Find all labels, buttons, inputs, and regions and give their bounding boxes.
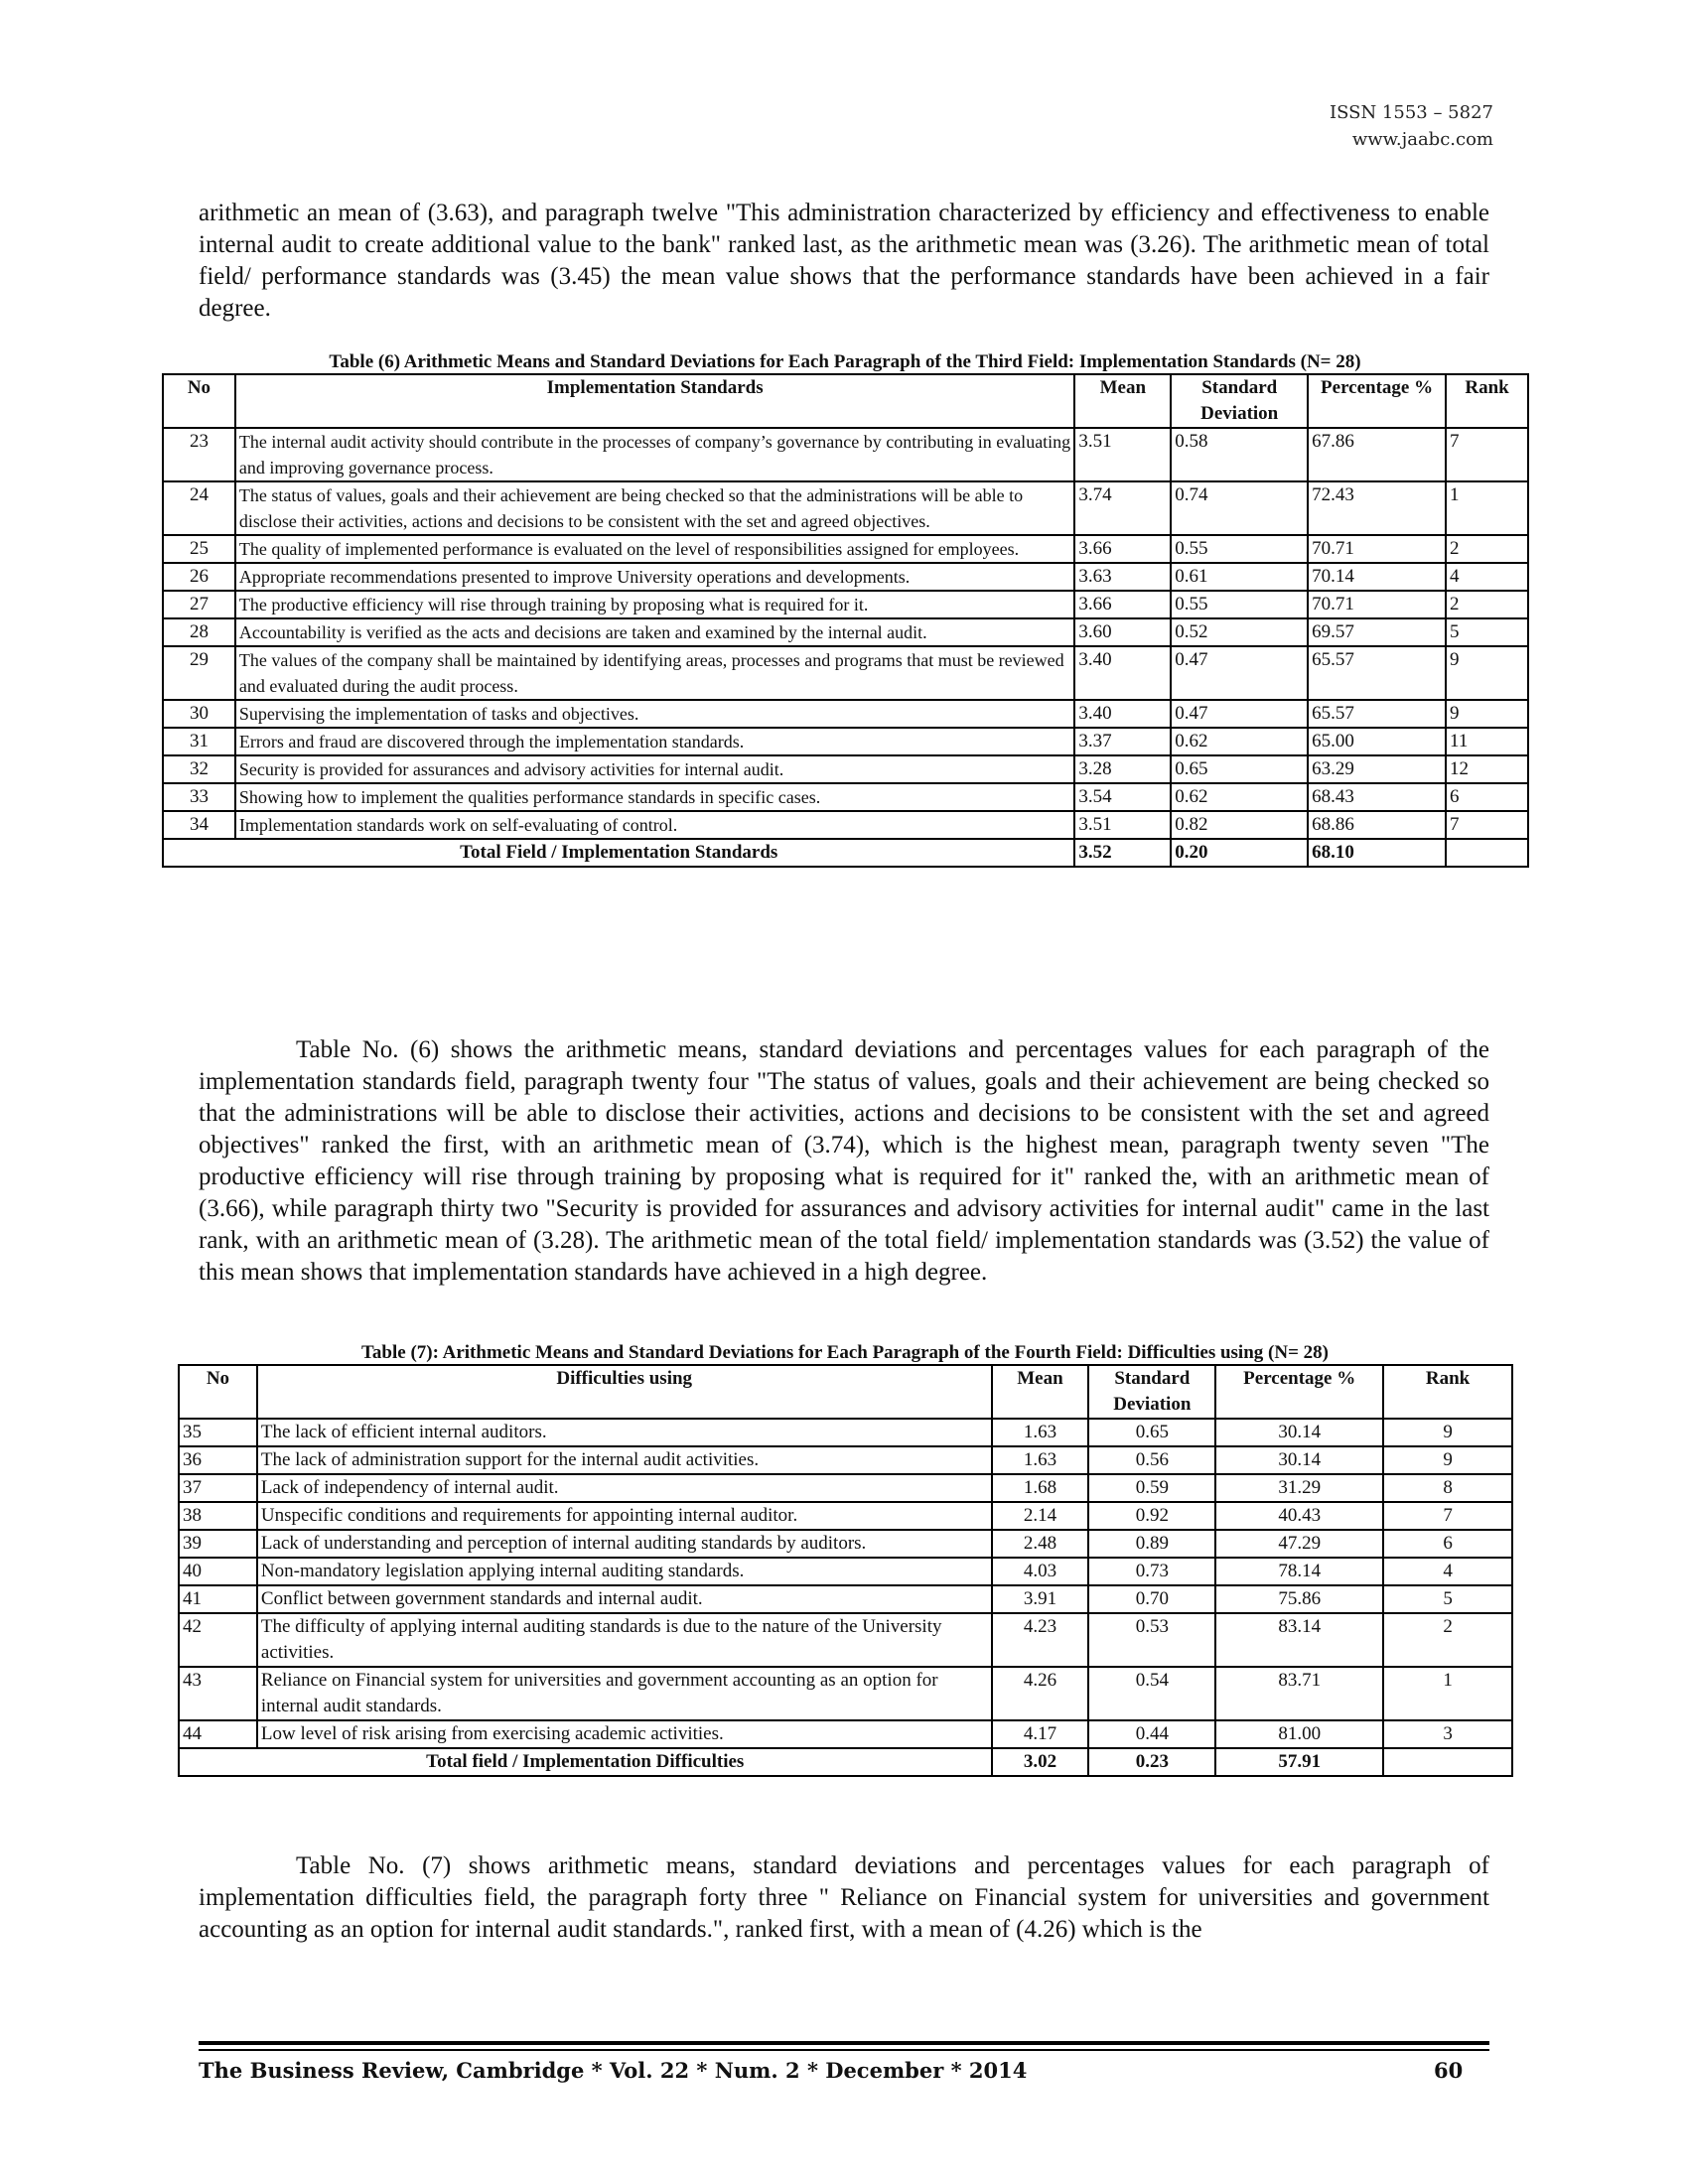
table6-cell-mean: 3.37	[1074, 728, 1171, 755]
table6-cell-text: The quality of implemented performance is evaluated on the level of responsibilities assigned for employees.	[235, 535, 1074, 563]
table6-cell-mean: 3.40	[1074, 646, 1171, 700]
table6-total-row	[163, 839, 1528, 867]
table6-cell-pct: 65.00	[1308, 728, 1446, 755]
table7-cell-rank: 9	[1383, 1446, 1512, 1474]
table6-cell-rank: 11	[1446, 728, 1528, 755]
table7-header-item: Difficulties using	[257, 1365, 992, 1419]
table7-cell-rank: 1	[1383, 1667, 1512, 1720]
table6-cell-no: 24	[163, 481, 235, 535]
table6-cell-no: 34	[163, 811, 235, 839]
table6-cell-no: 26	[163, 563, 235, 591]
table6	[162, 373, 1529, 868]
table6-cell-text: Errors and fraud are discovered through the implementation standards.	[235, 728, 1074, 755]
table6-header-pct: Percentage %	[1308, 374, 1446, 428]
table7-cell-pct: 30.14	[1215, 1446, 1383, 1474]
footer-rule-thin	[199, 2049, 1489, 2051]
table6-row	[163, 428, 1528, 481]
table6-header-item: Implementation Standards	[235, 374, 1074, 428]
table6-cell-text: Security is provided for assurances and advisory activities for internal audit.	[235, 755, 1074, 783]
table7-header-pct: Percentage %	[1215, 1365, 1383, 1419]
table7-cell-mean: 1.63	[992, 1419, 1089, 1446]
table7-header-row	[179, 1365, 1512, 1419]
table6-header-no: No	[163, 374, 235, 428]
table7-cell-no: 36	[179, 1446, 257, 1474]
table6-cell-sd: 0.82	[1171, 811, 1308, 839]
table7-header-mean: Mean	[992, 1365, 1089, 1419]
table6-cell-sd: 0.47	[1171, 700, 1308, 728]
table6-cell-text: The productive efficiency will rise through training by proposing what is required for it.	[235, 591, 1074, 618]
table6-cell-pct: 68.86	[1308, 811, 1446, 839]
table7-cell-mean: 4.26	[992, 1667, 1089, 1720]
table7-cell-rank: 7	[1383, 1502, 1512, 1530]
table7-cell-text: Unspecific conditions and requirements for appointing internal auditor.	[257, 1502, 992, 1530]
table6-cell-sd: 0.61	[1171, 563, 1308, 591]
table6-cell-pct: 68.43	[1308, 783, 1446, 811]
table6-cell-pct: 67.86	[1308, 428, 1446, 481]
table7-cell-no: 43	[179, 1667, 257, 1720]
table7-header-no: No	[179, 1365, 257, 1419]
table7-row	[179, 1667, 1512, 1720]
table7-cell-mean: 3.91	[992, 1585, 1089, 1613]
table6-cell-pct: 70.71	[1308, 535, 1446, 563]
table7-cell-no: 42	[179, 1613, 257, 1667]
table7-cell-no: 41	[179, 1585, 257, 1613]
table7-total-pct: 57.91	[1215, 1748, 1383, 1776]
table7-total-label: Total field / Implementation Difficulties	[179, 1748, 992, 1776]
table6-cell-sd: 0.58	[1171, 428, 1308, 481]
table6-total-pct: 68.10	[1308, 839, 1446, 867]
table7-row	[179, 1530, 1512, 1558]
table7-cell-mean: 2.48	[992, 1530, 1089, 1558]
table7-cell-mean: 4.23	[992, 1613, 1089, 1667]
table6-header-rank: Rank	[1446, 374, 1528, 428]
table7-cell-pct: 75.86	[1215, 1585, 1383, 1613]
table7-cell-text: Low level of risk arising from exercising academic activities.	[257, 1720, 992, 1748]
table7-cell-no: 38	[179, 1502, 257, 1530]
table7-cell-pct: 81.00	[1215, 1720, 1383, 1748]
table7-cell-mean: 1.63	[992, 1446, 1089, 1474]
table6-cell-pct: 70.71	[1308, 591, 1446, 618]
paragraph-performance-summary: arithmetic an mean of (3.63), and paragraph twelve "This administration characterized by efficiency and effectiveness to enable internal audit to create additional value to the bank" ranked last, as the arithmetic mean was (3.26). The arithmetic mean of total field/ performance standards was (3.45) the mean value shows that the performance standards have been achieved in a fair degree.	[199, 200, 1489, 322]
table6-cell-no: 32	[163, 755, 235, 783]
table6-cell-rank: 2	[1446, 535, 1528, 563]
table7-cell-no: 35	[179, 1419, 257, 1446]
table7-cell-sd: 0.54	[1088, 1667, 1215, 1720]
table6-row	[163, 700, 1528, 728]
table7-header-sd: Standard Deviation	[1088, 1365, 1215, 1419]
table7-total-sd: 0.23	[1088, 1748, 1215, 1776]
table6-cell-sd: 0.52	[1171, 618, 1308, 646]
table6-cell-pct: 65.57	[1308, 700, 1446, 728]
table6-cell-mean: 3.66	[1074, 535, 1171, 563]
table6-caption: Table (6) Arithmetic Means and Standard Deviations for Each Paragraph of the Third Field: Implementation Standards (N= 28)	[329, 351, 1361, 372]
table7-cell-pct: 40.43	[1215, 1502, 1383, 1530]
table6-cell-no: 23	[163, 428, 235, 481]
table6-cell-text: Implementation standards work on self-evaluating of control.	[235, 811, 1074, 839]
table6-cell-no: 28	[163, 618, 235, 646]
table6-cell-sd: 0.62	[1171, 783, 1308, 811]
table7-cell-sd: 0.89	[1088, 1530, 1215, 1558]
table6-row	[163, 728, 1528, 755]
table6-cell-pct: 65.57	[1308, 646, 1446, 700]
table6-cell-rank: 7	[1446, 428, 1528, 481]
table6-cell-text: The status of values, goals and their achievement are being checked so that the administrations will be able to disclose their activities, actions and decisions to be consistent with the set and agreed objectives.	[235, 481, 1074, 535]
table7-cell-pct: 83.14	[1215, 1613, 1383, 1667]
table7-total-row	[179, 1748, 1512, 1776]
table7-row	[179, 1419, 1512, 1446]
table6-header-mean: Mean	[1074, 374, 1171, 428]
table6-cell-mean: 3.74	[1074, 481, 1171, 535]
table6-cell-no: 30	[163, 700, 235, 728]
table6-total-sd: 0.20	[1171, 839, 1308, 867]
table7-cell-mean: 1.68	[992, 1474, 1089, 1502]
table7-row	[179, 1446, 1512, 1474]
table7-cell-text: The lack of efficient internal auditors.	[257, 1419, 992, 1446]
table6-cell-text: Showing how to implement the qualities performance standards in specific cases.	[235, 783, 1074, 811]
table7-cell-pct: 30.14	[1215, 1419, 1383, 1446]
table6-total-rank	[1446, 839, 1528, 867]
table7-total-rank	[1383, 1748, 1512, 1776]
table6-cell-pct: 72.43	[1308, 481, 1446, 535]
table7-cell-rank: 9	[1383, 1419, 1512, 1446]
journal-website: www.jaabc.com	[1351, 129, 1493, 150]
table7-row	[179, 1558, 1512, 1585]
table6-total-label: Total Field / Implementation Standards	[163, 839, 1074, 867]
table7-header-rank: Rank	[1383, 1365, 1512, 1419]
table6-cell-text: Appropriate recommendations presented to improve University operations and developments.	[235, 563, 1074, 591]
table6-cell-sd: 0.65	[1171, 755, 1308, 783]
table7-cell-text: Lack of understanding and perception of internal auditing standards by auditors.	[257, 1530, 992, 1558]
paragraph-table7-discussion: Table No. (7) shows arithmetic means, standard deviations and percentages values for each paragraph of implementation difficulties field, the paragraph forty three " Reliance on Financial system for universities and government accounting as an option for internal audit standards.", ranked first, with a mean of (4.26) which is the	[199, 1852, 1489, 1943]
table6-total-mean: 3.52	[1074, 839, 1171, 867]
table7-cell-rank: 3	[1383, 1720, 1512, 1748]
table6-cell-mean: 3.40	[1074, 700, 1171, 728]
table7-cell-no: 44	[179, 1720, 257, 1748]
table6-row	[163, 811, 1528, 839]
table7-cell-sd: 0.65	[1088, 1419, 1215, 1446]
table6-row	[163, 646, 1528, 700]
table6-row	[163, 481, 1528, 535]
table6-row	[163, 563, 1528, 591]
table6-cell-text: Supervising the implementation of tasks and objectives.	[235, 700, 1074, 728]
table7-cell-pct: 83.71	[1215, 1667, 1383, 1720]
table6-cell-no: 29	[163, 646, 235, 700]
table6-cell-sd: 0.47	[1171, 646, 1308, 700]
table6-header-sd: Standard Deviation	[1171, 374, 1308, 428]
table6-cell-mean: 3.51	[1074, 428, 1171, 481]
table6-cell-sd: 0.62	[1171, 728, 1308, 755]
table6-cell-mean: 3.63	[1074, 563, 1171, 591]
table6-cell-pct: 69.57	[1308, 618, 1446, 646]
footer-journal: The Business Review, Cambridge * Vol. 22 * Num. 2 * December * 2014	[199, 2058, 1028, 2083]
table7-cell-sd: 0.70	[1088, 1585, 1215, 1613]
footer-rule-thick	[199, 2041, 1489, 2045]
table6-cell-sd: 0.74	[1171, 481, 1308, 535]
table7-cell-text: Non-mandatory legislation applying internal auditing standards.	[257, 1558, 992, 1585]
table6-row	[163, 535, 1528, 563]
table7-cell-text: The lack of administration support for the internal audit activities.	[257, 1446, 992, 1474]
table7-cell-sd: 0.59	[1088, 1474, 1215, 1502]
table6-cell-rank: 5	[1446, 618, 1528, 646]
footer-page-number: 60	[1434, 2058, 1464, 2083]
table6-cell-rank: 9	[1446, 646, 1528, 700]
table6-cell-text: Accountability is verified as the acts and decisions are taken and examined by the internal audit.	[235, 618, 1074, 646]
table6-cell-rank: 1	[1446, 481, 1528, 535]
table7-cell-rank: 6	[1383, 1530, 1512, 1558]
table7-row	[179, 1613, 1512, 1667]
table7-cell-rank: 4	[1383, 1558, 1512, 1585]
table7-cell-mean: 2.14	[992, 1502, 1089, 1530]
table6-cell-sd: 0.55	[1171, 591, 1308, 618]
table6-row	[163, 783, 1528, 811]
table7-row	[179, 1474, 1512, 1502]
table6-header-row	[163, 374, 1528, 428]
table7-cell-pct: 78.14	[1215, 1558, 1383, 1585]
table7-cell-no: 40	[179, 1558, 257, 1585]
table7-cell-sd: 0.73	[1088, 1558, 1215, 1585]
table6-row	[163, 591, 1528, 618]
table6-row	[163, 618, 1528, 646]
table7-cell-text: Conflict between government standards and internal audit.	[257, 1585, 992, 1613]
table6-cell-rank: 6	[1446, 783, 1528, 811]
table7-cell-sd: 0.44	[1088, 1720, 1215, 1748]
table7-cell-rank: 8	[1383, 1474, 1512, 1502]
table7-row	[179, 1720, 1512, 1748]
table6-cell-rank: 9	[1446, 700, 1528, 728]
table6-cell-mean: 3.54	[1074, 783, 1171, 811]
table6-cell-text: The values of the company shall be maintained by identifying areas, processes and programs that must be reviewed and evaluated during the audit process.	[235, 646, 1074, 700]
table7-cell-sd: 0.53	[1088, 1613, 1215, 1667]
table7-cell-sd: 0.56	[1088, 1446, 1215, 1474]
table7-cell-text: The difficulty of applying internal auditing standards is due to the nature of the University activities.	[257, 1613, 992, 1667]
table6-cell-rank: 4	[1446, 563, 1528, 591]
table7-cell-mean: 4.03	[992, 1558, 1089, 1585]
table7-cell-pct: 31.29	[1215, 1474, 1383, 1502]
table6-cell-text: The internal audit activity should contribute in the processes of company’s governance by contributing in evaluating and improving governance process.	[235, 428, 1074, 481]
table6-cell-pct: 70.14	[1308, 563, 1446, 591]
table7-cell-text: Reliance on Financial system for universities and government accounting as an option for internal audit standards.	[257, 1667, 992, 1720]
table6-cell-no: 31	[163, 728, 235, 755]
table7-cell-rank: 5	[1383, 1585, 1512, 1613]
table7-cell-no: 37	[179, 1474, 257, 1502]
table7-caption: Table (7): Arithmetic Means and Standard Deviations for Each Paragraph of the Fourth Field: Difficulties using (N= 28)	[360, 1342, 1329, 1363]
table6-cell-pct: 63.29	[1308, 755, 1446, 783]
table6-cell-mean: 3.66	[1074, 591, 1171, 618]
table7-cell-no: 39	[179, 1530, 257, 1558]
issn-block	[1330, 99, 1493, 153]
table7-cell-text: Lack of independency of internal audit.	[257, 1474, 992, 1502]
table6-cell-mean: 3.28	[1074, 755, 1171, 783]
issn-number: ISSN 1553 – 5827	[1330, 102, 1493, 123]
table6-row	[163, 755, 1528, 783]
table7-row	[179, 1502, 1512, 1530]
table6-cell-no: 33	[163, 783, 235, 811]
table6-cell-rank: 7	[1446, 811, 1528, 839]
table6-cell-rank: 2	[1446, 591, 1528, 618]
table7-cell-mean: 4.17	[992, 1720, 1089, 1748]
table6-cell-rank: 12	[1446, 755, 1528, 783]
table6-cell-sd: 0.55	[1171, 535, 1308, 563]
table7-row	[179, 1585, 1512, 1613]
table6-cell-mean: 3.60	[1074, 618, 1171, 646]
table7-cell-rank: 2	[1383, 1613, 1512, 1667]
table7-cell-sd: 0.92	[1088, 1502, 1215, 1530]
table7-total-mean: 3.02	[992, 1748, 1089, 1776]
paragraph-table6-discussion: Table No. (6) shows the arithmetic means, standard deviations and percentages values for each paragraph of the implementation standards field, paragraph twenty four "The status of values, goals and their achievement are being checked so that the administrations will be able to disclose their activities, actions and decisions to be consistent with the set and agreed objectives" ranked the first, with an arithmetic mean of (3.74), which is the highest mean, paragraph twenty seven "The productive efficiency will rise through training by proposing what is required for it" ranked the, with an arithmetic mean of (3.66), while paragraph thirty two "Security is provided for assurances and advisory activities for internal audit" came in the last rank, with an arithmetic mean of (3.28). The arithmetic mean of the total field/ implementation standards was (3.52) the value of this mean shows that implementation standards have achieved in a high degree.	[199, 1036, 1489, 1286]
table6-cell-mean: 3.51	[1074, 811, 1171, 839]
table7	[178, 1364, 1513, 1777]
table6-cell-no: 25	[163, 535, 235, 563]
table7-cell-pct: 47.29	[1215, 1530, 1383, 1558]
table6-cell-no: 27	[163, 591, 235, 618]
